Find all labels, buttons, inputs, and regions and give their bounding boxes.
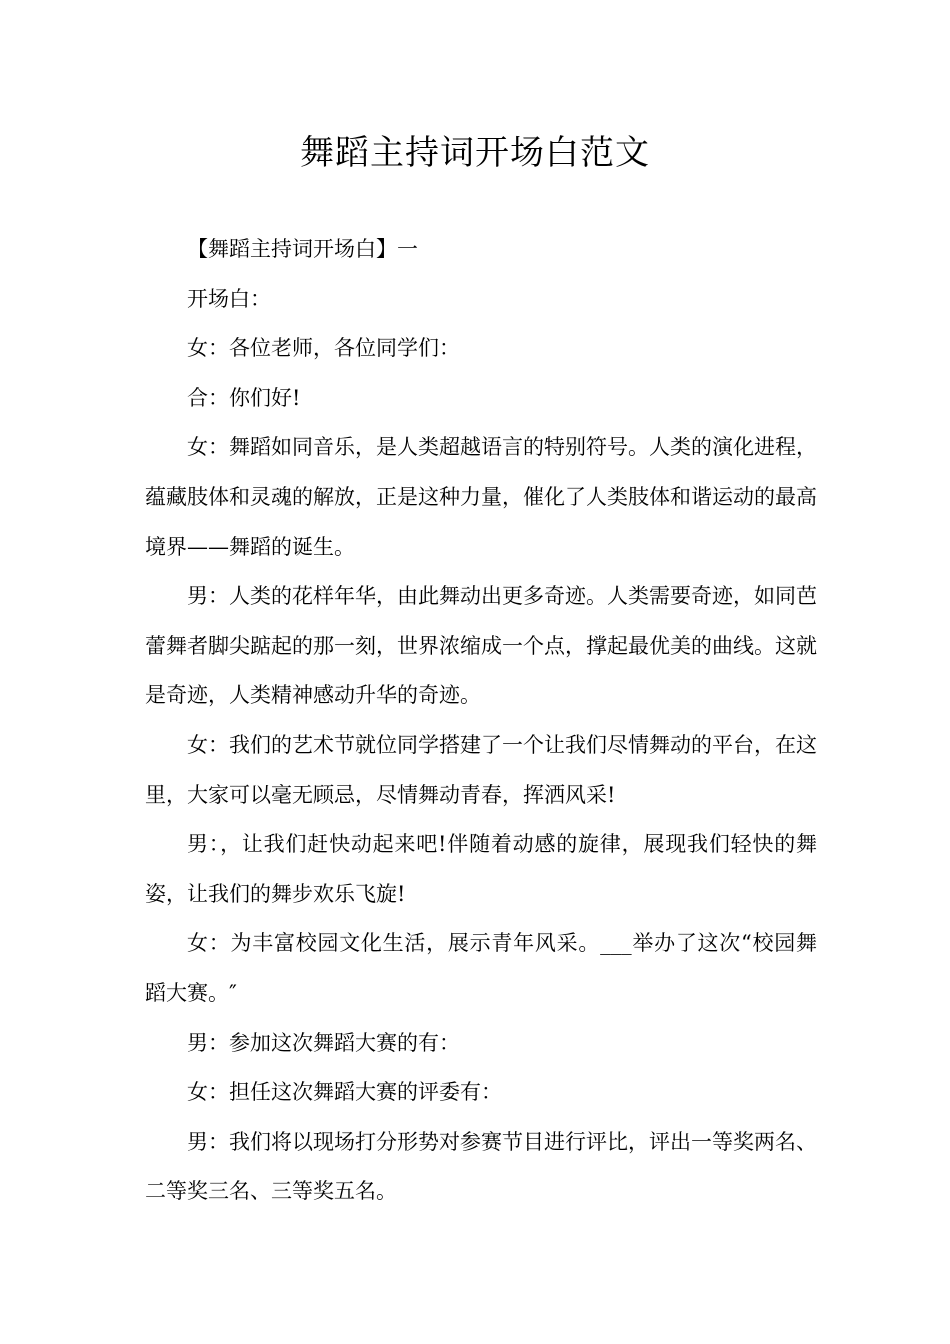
paragraph-female-art-festival: 女：我们的艺术节就位同学搭建了一个让我们尽情舞动的平台，在这里，大家可以毫无顾忌，尽情舞动青春，挥洒风采! <box>145 732 817 807</box>
paragraph-female-competition: 女：为丰富校园文化生活，展示青年风采。___举办了这次“校园舞蹈大赛。″ <box>145 931 817 1005</box>
paragraph-male-move: 男：，让我们赶快动起来吧!伴随着动感的旋律，展现我们轻快的舞姿，让我们的舞步欢乐飞旋! <box>145 832 817 906</box>
paragraph-male-awards: 男：我们将以现场打分形势对参赛节目进行评比，评出一等奖两名、二等奖三名、三等奖五名。 <box>145 1129 817 1204</box>
paragraph-opening-label: 开场白： <box>187 286 271 311</box>
paragraph-section-heading: 【舞蹈主持词开场白】一 <box>187 237 418 261</box>
paragraph-male-miracle: 男：人类的花样年华，由此舞动出更多奇迹。人类需要奇迹，如同芭蕾舞者脚尖踮起的那一刻，世界浓缩成一个点，撑起最优美的曲线。这就是奇迹，人类精神感动升华的奇迹。 <box>145 584 817 708</box>
paragraph-together-hello: 合：你们好! <box>187 385 301 410</box>
document-body <box>145 225 817 1217</box>
paragraph-female-greeting: 女：各位老师，各位同学们： <box>187 336 460 361</box>
paragraph-female-dance-music: 女：舞蹈如同音乐，是人类超越语言的特别符号。人类的演化进程，蕴藏肢体和灵魂的解放，正是这种力量，催化了人类肢体和谐运动的最高境界——舞蹈的诞生。 <box>145 435 817 559</box>
paragraph-female-judges: 女：担任这次舞蹈大赛的评委有： <box>187 1080 502 1105</box>
document-title: 舞蹈主持词开场白范文 <box>300 133 650 173</box>
paragraph-male-participants: 男：参加这次舞蹈大赛的有： <box>187 1030 460 1055</box>
